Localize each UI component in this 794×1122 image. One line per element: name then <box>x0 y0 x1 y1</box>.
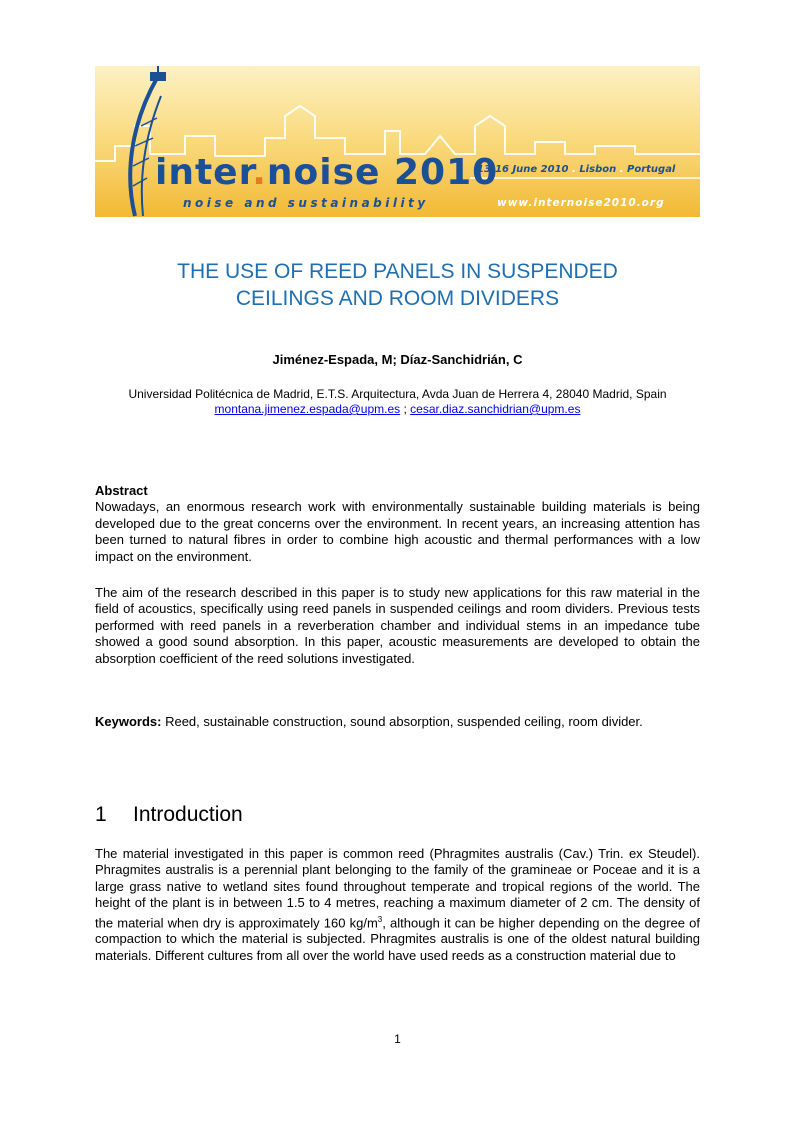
title-line-2: CEILINGS AND ROOM DIVIDERS <box>235 287 560 310</box>
city-separator: . <box>619 164 624 175</box>
keywords <box>95 714 700 730</box>
conference-banner <box>95 66 700 217</box>
logo-dot: . <box>252 152 267 193</box>
affiliation: Universidad Politécnica de Madrid, E.T.S. Arquitectura, Avda Juan de Herrera 4, 28040 Madrid, Spain <box>128 387 667 401</box>
abstract <box>95 483 700 565</box>
superscript: 3 <box>377 914 383 924</box>
intro-text-part-1: The material investigated in this paper is common reed (Phragmites australis (Cav.) Trin. ex Steudel). Phragmites australis is a perennial plant belonging to the family of the gramineae or Poceae and it is a large grass native to wetland sites found throughout temperate and tropical regions of the world. The height of the plant is in between 1.5 to 4 metres, reaching a maximum diameter of 2 cm. The density of the material when dry is approximately 160 kg/m <box>95 846 700 930</box>
section-number: 1 <box>95 803 107 826</box>
introduction-paragraph <box>95 846 700 964</box>
logo-word-noise: noise 2010 <box>266 152 499 193</box>
banner-illustration <box>95 66 700 217</box>
city-text: Lisbon <box>579 164 617 175</box>
abstract-paragraph-1: Nowadays, an enormous research work with environmentally sustainable building materials is being developed due to the great concerns over the environment. In recent years, an increasing attention has been turned to natural fibres in order to combine high acoustic and thermal performances with a low impact on the environment. <box>95 499 700 564</box>
date-text: 13-16 June 2010 <box>477 164 569 175</box>
email-link-1[interactable]: montana.jimenez.espada@upm.es <box>214 402 401 416</box>
section-heading <box>95 803 243 827</box>
logo-word-inter: inter <box>155 152 253 193</box>
email-separator: ; <box>400 402 411 416</box>
conference-website: www.internoise2010.org <box>497 197 665 209</box>
section-title: Introduction <box>133 803 243 826</box>
abstract-paragraph-2: The aim of the research described in this paper is to study new applications for this raw material in the field of acoustics, specifically using reed panels in suspended ceilings and room dividers. Previous tests performed with reed panels in a reverberation chamber and individual stems in an impedance tube showed a good sound absorption. In this paper, acoustic measurements are developed to obtain the absorption coefficient of the reed solutions investigated. <box>95 585 700 666</box>
keywords-label: Keywords: <box>95 714 162 729</box>
keywords-text: Reed, sustainable construction, sound absorption, suspended ceiling, room divider. <box>161 714 643 729</box>
title-line-1: THE USE OF REED PANELS IN SUSPENDED <box>177 260 618 283</box>
paper-title <box>95 258 700 312</box>
affiliation-block <box>95 387 700 417</box>
page-number: 1 <box>394 1032 401 1046</box>
date-separator: . <box>572 164 576 175</box>
email-link-2[interactable]: cesar.diaz.sanchidrian@upm.es <box>410 402 581 416</box>
intro-text-part-2: , although it can be higher depending on the degree of compaction to which the material is subjected. Phragmites australis is one of the oldest natural building materials. Different cultures from all over the world have used reeds as a construction material due to <box>95 914 701 963</box>
conference-dates <box>477 164 675 175</box>
conference-logo-title <box>155 152 498 193</box>
conference-subtitle: noise and sustainability <box>183 196 429 210</box>
email-line <box>95 402 700 417</box>
authors: Jiménez-Espada, M; Díaz-Sanchidrián, C <box>272 352 523 367</box>
abstract-heading: Abstract <box>95 483 148 498</box>
country-text: Portugal <box>627 164 676 175</box>
